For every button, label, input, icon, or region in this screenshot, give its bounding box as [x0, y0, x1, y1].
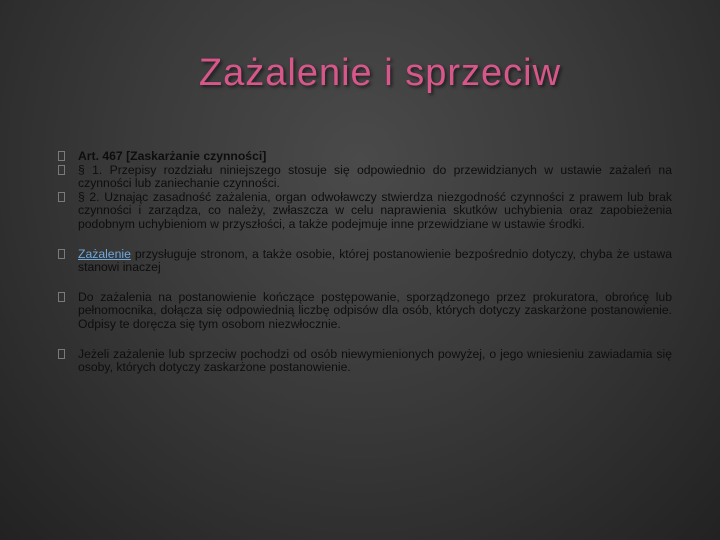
paragraph-2: § 2. Uznając zasadność zażalenia, organ odwoławczy stwierdza niezgodność czynności z prawem lub brak czynności i zarządza, co należy, zwłaszcza w celu naprawienia skutków uchybienia oraz zapobieżenia podobnym uchybieniom w przyszłości, a także podejmuje inne przewidziane w ustawie środki. [78, 189, 672, 231]
bullet-icon [58, 349, 65, 359]
list-item [58, 348, 672, 375]
slide-title: Zażalenie i sprzeciw [198, 52, 562, 94]
zazalenie-link[interactable]: Zażalenie [78, 246, 131, 261]
list-item [58, 248, 672, 275]
bullet-icon [58, 151, 65, 161]
bullet-icon [58, 249, 65, 259]
item-text: przysługuje stronom, a także osobie, której postanowienie bezpośrednio dotyczy, chyba że ustawa stanowi inaczej [78, 246, 672, 275]
bullet-icon [58, 292, 65, 302]
bullet-icon [58, 165, 65, 175]
list-item [58, 291, 672, 332]
paragraph-1: § 1. Przepisy rozdziału niniejszego stosuje się odpowiednio do przewidzianych w ustawie zażaleń na czynności lub zaniechanie czynności. [78, 162, 672, 191]
list-item [58, 164, 672, 191]
list-item [58, 150, 672, 164]
item-text: Jeżeli zażalenie lub sprzeciw pochodzi od osób niewymienionych powyżej, o jego wniesieniu zawiadamia się osoby, których dotyczy zaskarżone postanowienie. [78, 346, 672, 375]
item-text: Do zażalenia na postanowienie kończące postępowanie, sporządzonego przez prokuratora, obrońcę lub pełnomocnika, dołącza się odpowiednią liczbę odpisów dla osób, których dotyczy zaskarżone postanowienie. Odpisy te doręcza się tym osobom niezwłocznie. [78, 289, 672, 331]
list-item [58, 191, 672, 232]
bullet-icon [58, 192, 65, 202]
slide-content [58, 150, 672, 375]
article-heading: Art. 467 [Zaskarżanie czynności] [78, 149, 267, 163]
